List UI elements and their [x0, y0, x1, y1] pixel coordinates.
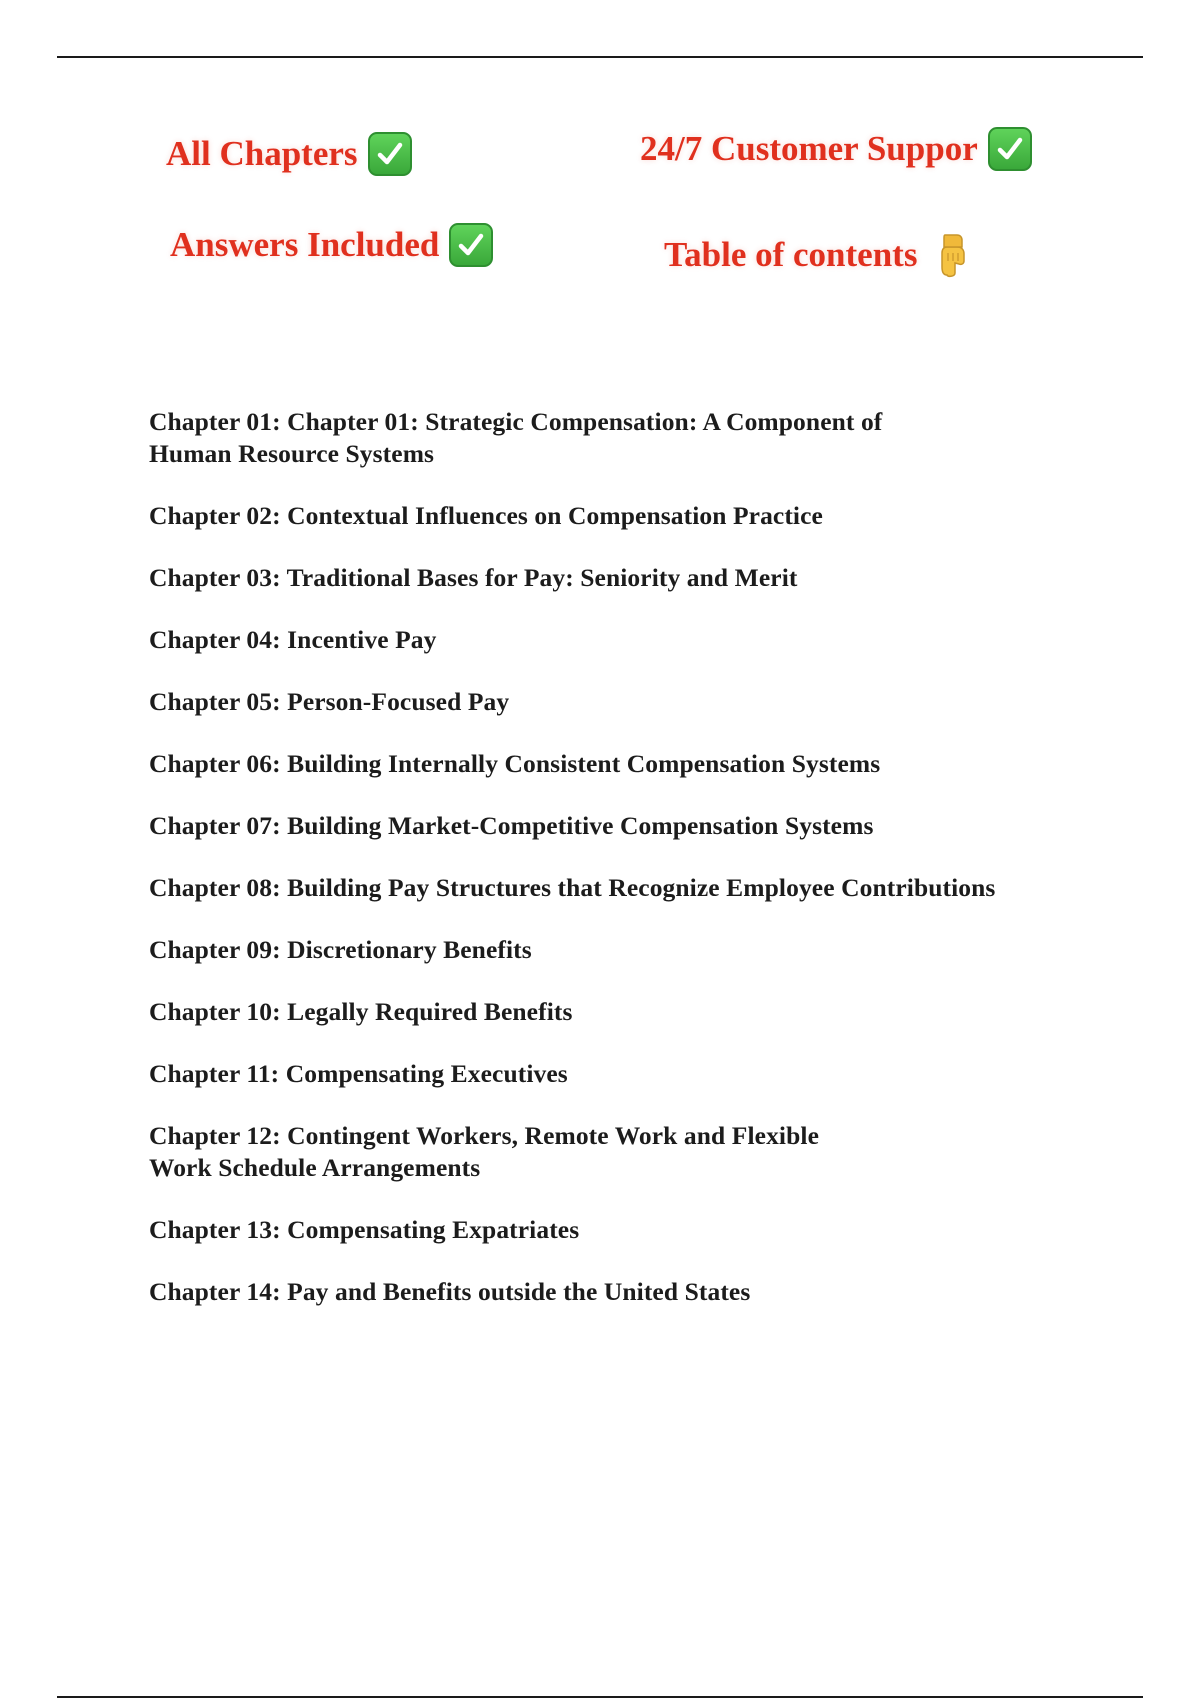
promo-customer-support	[640, 127, 1032, 171]
toc-item: Chapter 12: Contingent Workers, Remote Work and Flexible Work Schedule Arrangements	[149, 1121, 820, 1182]
check-mark-button-icon	[988, 127, 1032, 171]
toc-item: Chapter 02: Contextual Influences on Compensation Practice	[149, 501, 823, 530]
toc-item: Chapter 13: Compensating Expatriates	[149, 1215, 580, 1244]
toc-item: Chapter 06: Building Internally Consistent Compensation Systems	[149, 749, 881, 778]
promo-label: All Chapters	[166, 134, 358, 173]
promo-table-of-contents	[664, 231, 969, 279]
table-of-contents-list	[149, 406, 1149, 1338]
toc-item: Chapter 11: Compensating Executives	[149, 1059, 568, 1088]
toc-item: Chapter 03: Traditional Bases for Pay: Seniority and Merit	[149, 563, 798, 592]
promo-label: Table of contents	[664, 235, 918, 274]
check-mark-button-icon	[368, 132, 412, 176]
promo-answers-included	[170, 223, 493, 267]
toc-item: Chapter 14: Pay and Benefits outside the United States	[149, 1277, 751, 1306]
promo-label: 24/7 Customer Suppor	[640, 129, 978, 168]
promo-label: Answers Included	[170, 225, 440, 264]
toc-item: Chapter 07: Building Market-Competitive Compensation Systems	[149, 811, 874, 840]
toc-item: Chapter 01: Chapter 01: Strategic Compensation: A Component of Human Resource Systems	[149, 407, 883, 468]
toc-item: Chapter 04: Incentive Pay	[149, 625, 437, 654]
toc-item: Chapter 10: Legally Required Benefits	[149, 997, 573, 1026]
promo-all-chapters	[166, 132, 412, 176]
check-mark-button-icon	[449, 223, 493, 267]
backhand-index-pointing-down-icon	[933, 231, 969, 279]
toc-item: Chapter 08: Building Pay Structures that Recognize Employee Contributions	[149, 873, 996, 902]
toc-item: Chapter 09: Discretionary Benefits	[149, 935, 532, 964]
top-rule	[57, 56, 1143, 58]
bottom-rule	[57, 1696, 1143, 1698]
toc-item: Chapter 05: Person-Focused Pay	[149, 687, 510, 716]
